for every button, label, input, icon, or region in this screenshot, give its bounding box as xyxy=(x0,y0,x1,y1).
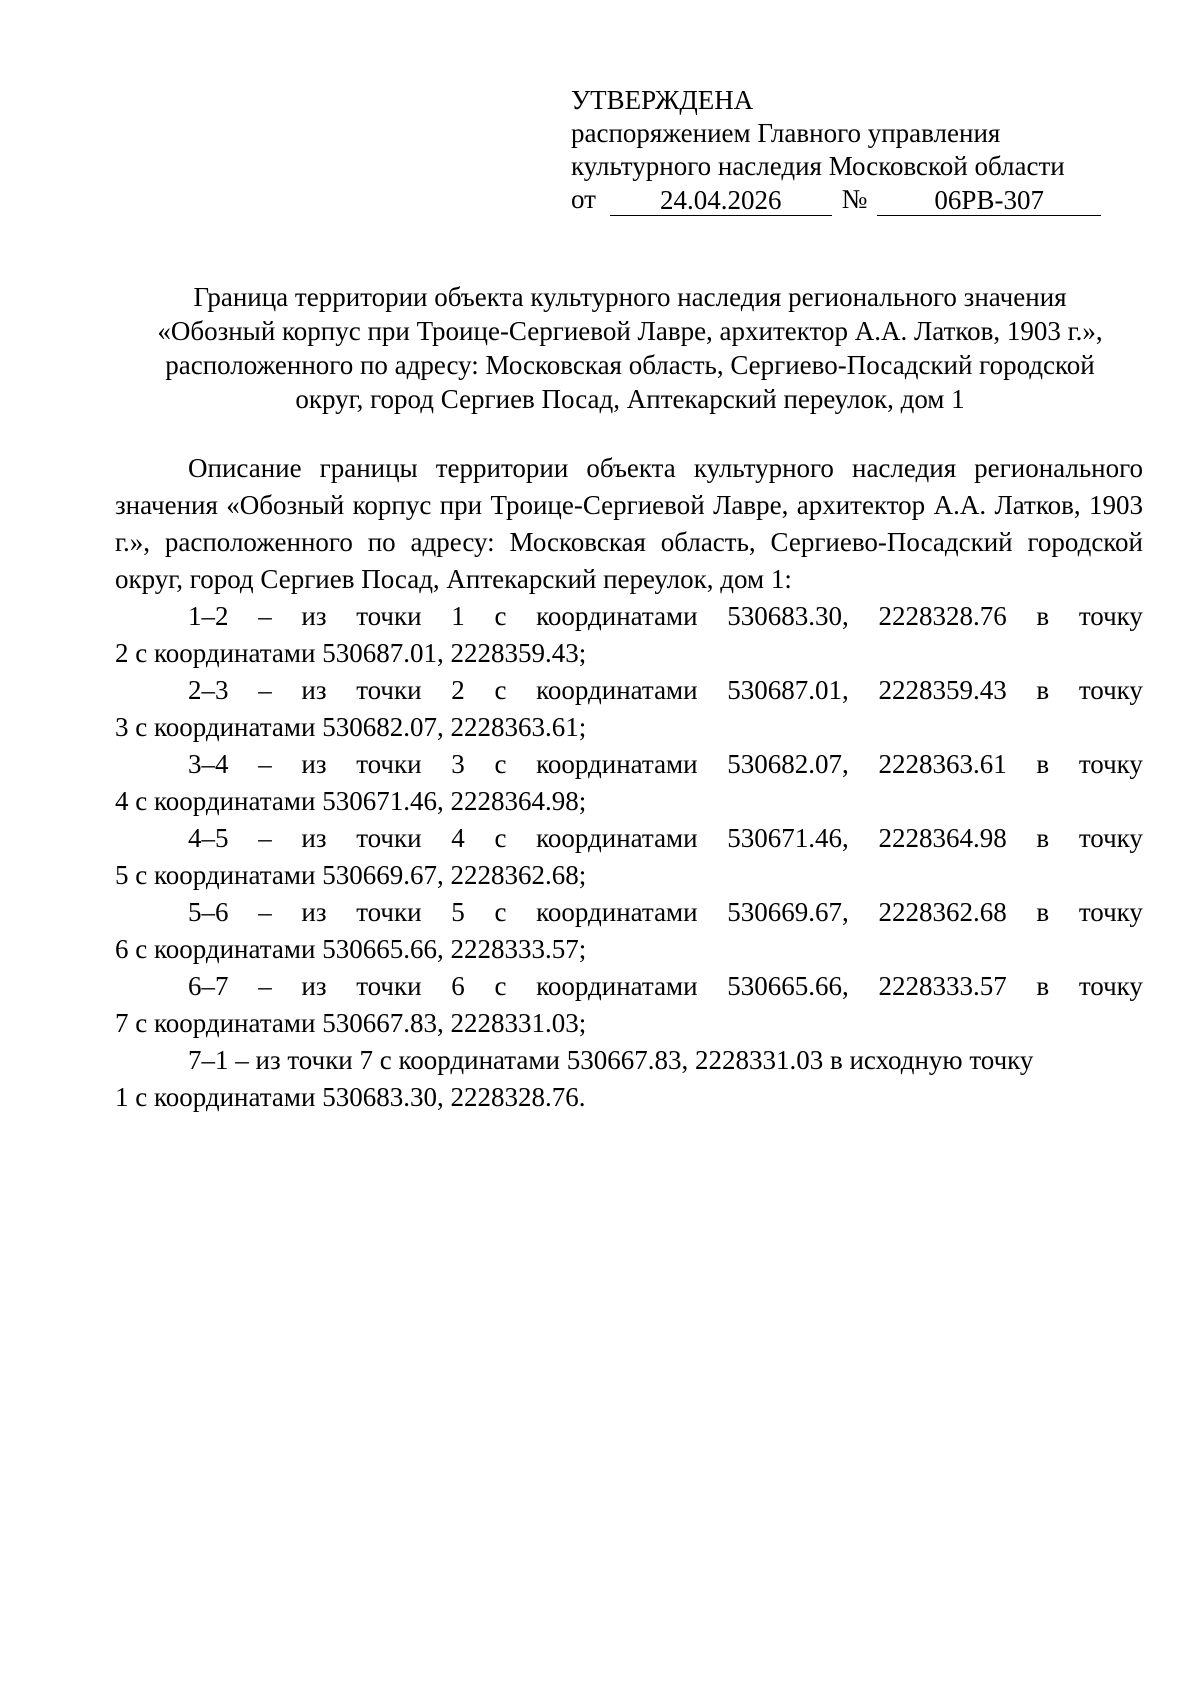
segment-from-number: 6 xyxy=(451,971,465,1001)
segment-word-from: из xyxy=(301,897,327,927)
segment-line-2: 3 с координатами 530682.07, 2228363.61; xyxy=(115,712,587,742)
segment-word-into: в xyxy=(1036,971,1050,1001)
segment-y: 2228364.98 xyxy=(878,823,1007,853)
title-line-4: округ, город Сергиев Посад, Аптекарский переулок, дом 1 xyxy=(295,384,965,414)
segment-y: 2228333.57 xyxy=(878,971,1007,1001)
segment-line-2: 5 с координатами 530669.67, 2228362.68; xyxy=(115,860,587,890)
segment-x: 530687.01, xyxy=(727,675,849,705)
segment-item xyxy=(115,968,1143,1042)
segment-x: 530683.30, xyxy=(727,601,849,631)
segment-word-into: в xyxy=(1036,823,1050,853)
segment-word-point: точки xyxy=(356,675,422,705)
segment-line-1 xyxy=(115,672,1143,709)
segment-list xyxy=(115,598,1143,1042)
segment-word-with: с xyxy=(494,749,507,779)
segment-from-number: 3 xyxy=(451,749,465,779)
segment-x: 530682.07, xyxy=(727,749,849,779)
segment-word-from: из xyxy=(301,749,327,779)
segment-7-1-line-1: 7–1 – из точки 7 с координатами 530667.83, 2228331.03 в исходную точку xyxy=(188,1045,1034,1075)
segment-word-with: с xyxy=(494,897,507,927)
segment-word-coords: координатами xyxy=(536,897,698,927)
segment-item xyxy=(115,598,1143,672)
segment-word-into: в xyxy=(1036,749,1050,779)
segment-label: 4–5 xyxy=(188,823,229,853)
segment-line-2: 7 с координатами 530667.83, 2228331.03; xyxy=(115,1008,587,1038)
approval-line-2: культурного наследия Московской области xyxy=(571,151,1065,181)
segment-line-1 xyxy=(115,746,1143,783)
segment-word-point: точки xyxy=(356,897,422,927)
approval-line-1: распоряжением Главного управления xyxy=(571,118,1001,148)
segment-word-from: из xyxy=(301,675,327,705)
segment-from-number: 2 xyxy=(451,675,465,705)
segment-x: 530665.66, xyxy=(727,971,849,1001)
approval-block xyxy=(571,84,1101,216)
approval-heading: УТВЕРЖДЕНА xyxy=(571,85,754,115)
segment-word-into: в xyxy=(1036,675,1050,705)
segment-word-with: с xyxy=(494,823,507,853)
segment-y: 2228359.43 xyxy=(878,675,1007,705)
segment-item xyxy=(115,820,1143,894)
segment-y: 2228362.68 xyxy=(878,897,1007,927)
segment-label: 3–4 xyxy=(188,749,229,779)
segment-x: 530671.46, xyxy=(727,823,849,853)
segment-line-2: 2 с координатами 530687.01, 2228359.43; xyxy=(115,638,587,668)
segment-word-point: точки xyxy=(356,749,422,779)
segment-word-to-point: точку xyxy=(1078,823,1143,853)
segment-label: 5–6 xyxy=(188,897,229,927)
segment-dash: – xyxy=(258,675,272,705)
segment-x: 530669.67, xyxy=(727,897,849,927)
segment-line-1 xyxy=(115,894,1143,931)
segment-dash: – xyxy=(258,971,272,1001)
segment-word-to-point: точку xyxy=(1078,749,1143,779)
title-line-1: Граница территории объекта культурного наследия регионального значения xyxy=(193,282,1067,312)
segment-word-into: в xyxy=(1036,601,1050,631)
segment-word-with: с xyxy=(494,971,507,1001)
segment-line-1 xyxy=(115,820,1143,857)
segment-line-2: 6 с координатами 530665.66, 2228333.57; xyxy=(115,934,587,964)
segment-word-point: точки xyxy=(356,601,422,631)
segment-word-coords: координатами xyxy=(536,749,698,779)
segment-word-from: из xyxy=(301,601,327,631)
segment-item xyxy=(115,894,1143,968)
segment-word-to-point: точку xyxy=(1078,601,1143,631)
title-line-3: расположенного по адресу: Московская область, Сергиево-Посадский городской xyxy=(165,350,1095,380)
segment-label: 6–7 xyxy=(188,971,229,1001)
segment-7-1 xyxy=(115,1042,1143,1116)
document-title xyxy=(115,280,1145,416)
segment-from-number: 1 xyxy=(451,601,465,631)
approval-date: 24.04.2026 xyxy=(610,186,832,216)
approval-number-label: № xyxy=(841,184,868,214)
segment-label: 2–3 xyxy=(188,675,229,705)
boundary-description xyxy=(115,450,1143,1116)
approval-number: 06РВ-307 xyxy=(877,186,1101,216)
description-paragraph: Описание границы территории объекта культурного наследия регионального значения «Обозный корпус при Троице-Сергиевой Лавре, архитектор А.А. Латков, 1903 г.», расположенного по адресу: Московская область, Сергиево-Посадский городской округ, город Сергиев Посад, Аптекарский переулок, дом 1: xyxy=(115,453,1143,594)
segment-word-to-point: точку xyxy=(1078,971,1143,1001)
segment-word-coords: координатами xyxy=(536,601,698,631)
segment-word-with: с xyxy=(494,601,507,631)
segment-word-coords: координатами xyxy=(536,675,698,705)
segment-from-number: 5 xyxy=(451,897,465,927)
segment-word-to-point: точку xyxy=(1078,675,1143,705)
segment-word-into: в xyxy=(1036,897,1050,927)
approval-date-number-row xyxy=(571,183,1101,216)
segment-word-coords: координатами xyxy=(536,823,698,853)
segment-y: 2228328.76 xyxy=(878,601,1007,631)
segment-y: 2228363.61 xyxy=(878,749,1007,779)
segment-item xyxy=(115,672,1143,746)
segment-dash: – xyxy=(258,749,272,779)
segment-line-1 xyxy=(115,598,1143,635)
segment-7-1-line-2: 1 с координатами 530683.30, 2228328.76. xyxy=(115,1082,586,1112)
segment-word-with: с xyxy=(494,675,507,705)
segment-word-point: точки xyxy=(356,823,422,853)
segment-label: 1–2 xyxy=(188,601,229,631)
segment-word-coords: координатами xyxy=(536,971,698,1001)
segment-word-point: точки xyxy=(356,971,422,1001)
title-line-2: «Обозный корпус при Троице-Сергиевой Лавре, архитектор А.А. Латков, 1903 г.», xyxy=(157,316,1103,346)
segment-item xyxy=(115,746,1143,820)
segment-word-from: из xyxy=(301,971,327,1001)
segment-from-number: 4 xyxy=(451,823,465,853)
segment-dash: – xyxy=(258,601,272,631)
segment-word-to-point: точку xyxy=(1078,897,1143,927)
segment-dash: – xyxy=(258,823,272,853)
segment-word-from: из xyxy=(301,823,327,853)
segment-line-1 xyxy=(115,968,1143,1005)
segment-dash: – xyxy=(258,897,272,927)
segment-line-2: 4 с координатами 530671.46, 2228364.98; xyxy=(115,786,587,816)
approval-from-label: от xyxy=(571,184,596,214)
